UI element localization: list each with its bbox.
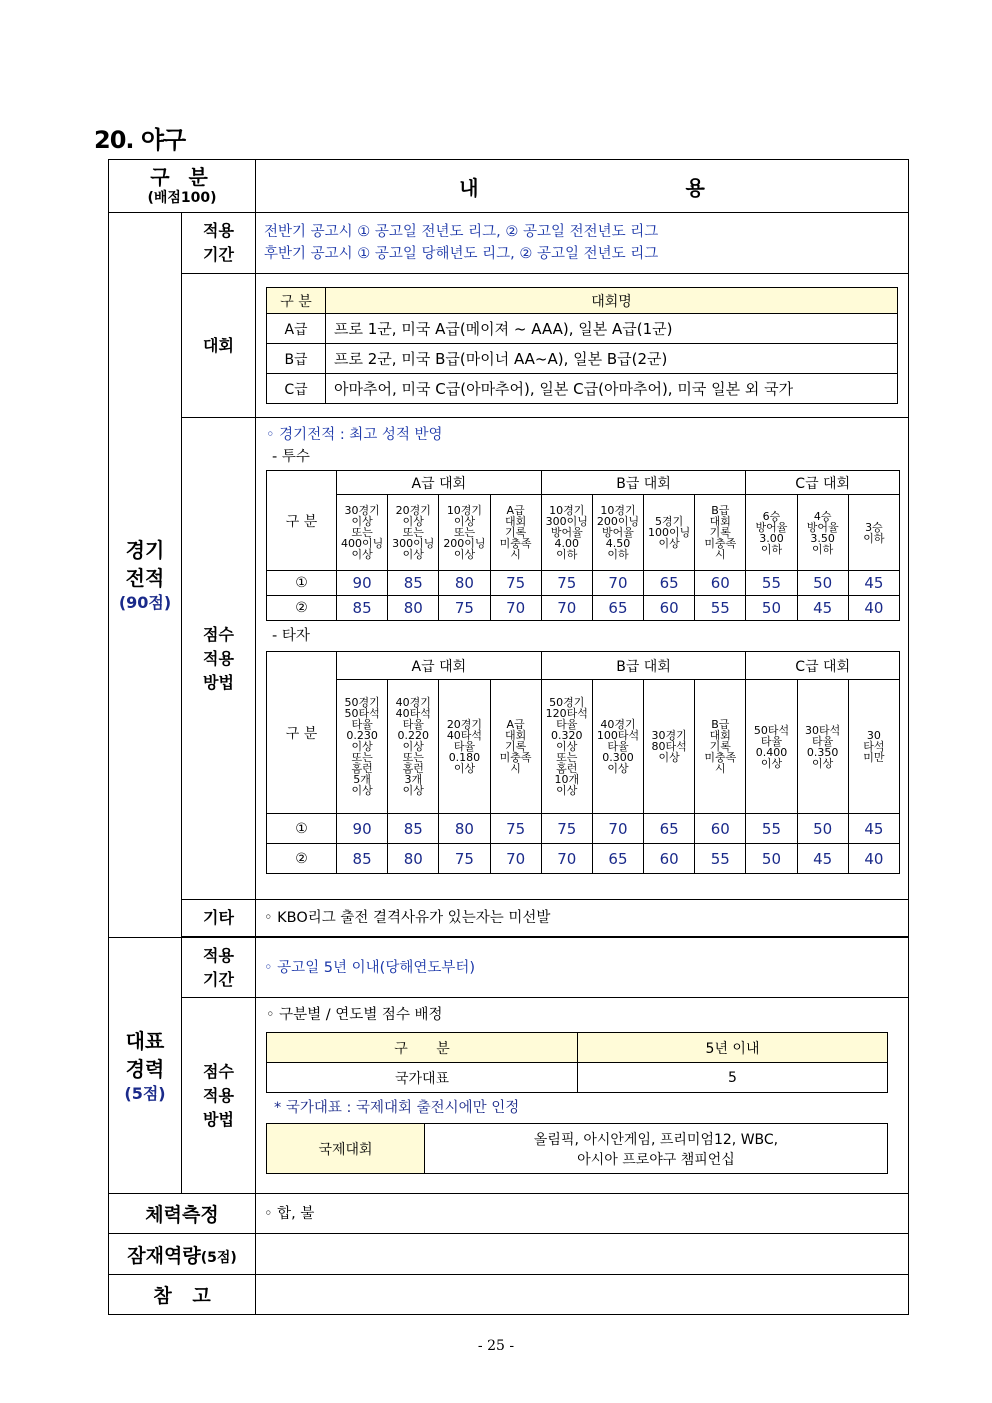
fitness-label: 체력측정: [145, 1204, 219, 1226]
batter-gubun: 구 분: [267, 652, 337, 814]
batter-score: 75: [541, 814, 592, 844]
batter-score: 80: [388, 844, 439, 874]
rep-period-content: [256, 938, 909, 998]
batter-score: 45: [848, 814, 899, 844]
pitcher-criterion: 20경기 이상 또는 300이닝 이상: [388, 495, 439, 571]
pitcher-criterion: 3승 이하: [848, 495, 899, 571]
header-content: 내 용: [459, 175, 705, 200]
tournament-name: 프로 1군, 미국 A급(메이져 ~ AAA), 일본 A급(1군): [326, 314, 898, 344]
intl-line: 올림픽, 아시안게임, 프리미엄12, WBC,: [533, 1131, 779, 1148]
pitcher-score: 45: [848, 571, 899, 596]
batter-score: 40: [848, 844, 899, 874]
rep-header-years: 5년 이내: [578, 1033, 888, 1063]
batter-score: 65: [644, 814, 695, 844]
batter-score: 90: [337, 814, 388, 844]
tournament-header-name: 대회명: [326, 288, 898, 314]
pitcher-table: [266, 470, 900, 621]
rep-method-label-cell: [182, 998, 256, 1194]
potential-points: (5점): [200, 1249, 237, 1266]
batter-criterion: 40경기 100타석 타율 0.300 이상: [592, 680, 643, 814]
pitcher-group: B급 대회: [541, 471, 746, 495]
pitcher-label: - 투수: [272, 449, 310, 465]
tournament-name: 아마추어, 미국 C급(아마추어), 일본 C급(아마추어), 미국 일본 외 국가: [326, 374, 898, 404]
etc-label: 기타: [203, 908, 234, 927]
batter-criterion: 30 타석 미만: [848, 680, 899, 814]
pitcher-score: 55: [746, 571, 797, 596]
record-period-label: 적용 기간: [203, 221, 234, 264]
section-title: 20. 야구: [94, 126, 186, 154]
batter-score: 85: [337, 844, 388, 874]
pitcher-score: 55: [695, 596, 746, 621]
pitcher-criterion: 10경기 300이닝 방어율 4.00 이하: [541, 495, 592, 571]
rep-category-cell: [109, 938, 182, 1194]
header-points: (배점100): [147, 190, 217, 206]
period-line-1: 전반기 공고시 ① 공고일 전년도 리그, ② 공고일 전전년도 리그: [264, 224, 659, 240]
record-method-label: 점수 적용 방법: [203, 624, 234, 692]
pitcher-score: 45: [797, 596, 848, 621]
pitcher-group: A급 대회: [337, 471, 542, 495]
tournament-name: 프로 2군, 미국 B급(마이너 AA~A), 일본 B급(2군): [326, 344, 898, 374]
pitcher-gubun: 구 분: [267, 471, 337, 571]
batter-score: 75: [490, 814, 541, 844]
pitcher-score: 65: [644, 571, 695, 596]
batter-criterion: B급 대회 기록 미충족 시: [695, 680, 746, 814]
page-number: - 25 -: [477, 1338, 515, 1354]
pitcher-score: 80: [388, 596, 439, 621]
pitcher-score: 75: [541, 571, 592, 596]
record-note: ◦ 경기전적 : 최고 성적 반영: [266, 427, 443, 443]
batter-score: 60: [644, 844, 695, 874]
pitcher-criterion: 5경기 100이닝 이상: [644, 495, 695, 571]
batter-criterion: 50타석 타율 0.400 이상: [746, 680, 797, 814]
batter-row-label: ②: [267, 844, 337, 874]
pitcher-criterion: B급 대회 기록 미충족 시: [695, 495, 746, 571]
pitcher-score: 50: [797, 571, 848, 596]
pitcher-score: 80: [439, 571, 490, 596]
batter-criterion: 30경기 80타석 이상: [644, 680, 695, 814]
batter-score: 50: [797, 814, 848, 844]
ref-label-cell: [109, 1275, 256, 1315]
intl-label: 국제대회: [267, 1124, 425, 1174]
header-gubun: 구 분: [150, 165, 214, 189]
batter-score: 60: [695, 814, 746, 844]
pitcher-criterion: 10경기 200이닝 방어율 4.50 이하: [592, 495, 643, 571]
pitcher-score: 65: [592, 596, 643, 621]
pitcher-score: 70: [490, 596, 541, 621]
tournament-grade: C급: [267, 374, 326, 404]
evaluation-table: [108, 159, 909, 1315]
batter-criterion: A급 대회 기록 미충족 시: [490, 680, 541, 814]
batter-score: 80: [439, 814, 490, 844]
batter-score: 55: [695, 844, 746, 874]
fitness-content: [256, 1194, 909, 1234]
pitcher-row-label: ②: [267, 596, 337, 621]
pitcher-score: 50: [746, 596, 797, 621]
batter-criterion: 30타석 타율 0.350 이상: [797, 680, 848, 814]
batter-score: 45: [797, 844, 848, 874]
pitcher-score: 70: [592, 571, 643, 596]
rep-category: 대표 경력: [125, 1028, 165, 1081]
pitcher-score: 60: [644, 596, 695, 621]
batter-row-label: ①: [267, 814, 337, 844]
period-line-2: 후반기 공고시 ① 공고일 당해년도 리그, ② 공고일 전년도 리그: [264, 246, 659, 262]
record-method-content: [256, 418, 909, 900]
etc-content: [256, 900, 909, 937]
tournament-label-cell: [182, 274, 256, 418]
intl-table: [266, 1123, 888, 1174]
batter-group: A급 대회: [337, 652, 542, 680]
pitcher-criterion: 6승 방어율 3.00 이하: [746, 495, 797, 571]
rep-national-score: 5: [578, 1063, 888, 1093]
batter-score: 70: [541, 844, 592, 874]
record-period-label-cell: [182, 213, 256, 274]
record-category: 경기 전적: [125, 538, 165, 590]
potential-content: [256, 1234, 909, 1275]
batter-group: B급 대회: [541, 652, 746, 680]
pitcher-score: 85: [337, 596, 388, 621]
potential-label: 잠재역량: [127, 1244, 201, 1267]
fitness-text: ◦ 합, 불: [264, 1205, 315, 1222]
pitcher-criterion: 10경기 이상 또는 200이닝 이상: [439, 495, 490, 571]
pitcher-criterion: A급 대회 기록 미충족 시: [490, 495, 541, 571]
batter-table: [266, 651, 900, 874]
pitcher-group: C급 대회: [746, 471, 900, 495]
tournament-grade: A급: [267, 314, 326, 344]
potential-label-cell: [109, 1234, 256, 1275]
rep-period-label-cell: [182, 938, 256, 998]
record-points: (90점): [118, 593, 172, 612]
etc-label-cell: [182, 900, 256, 937]
batter-score: 75: [439, 844, 490, 874]
pitcher-score: 70: [541, 596, 592, 621]
tournament-label: 대회: [203, 335, 234, 355]
pitcher-row-label: ①: [267, 571, 337, 596]
record-category-cell: [109, 213, 182, 938]
batter-score: 65: [592, 844, 643, 874]
etc-text: ◦ KBO리그 출전 결격사유가 있는자는 미선발: [264, 910, 551, 926]
tournament-header-gubun: 구 분: [267, 288, 326, 314]
ref-label: 참 고: [153, 1285, 211, 1307]
rep-national-team: 국가대표: [267, 1063, 578, 1093]
batter-score: 70: [490, 844, 541, 874]
pitcher-score: 40: [848, 596, 899, 621]
batter-criterion: 50경기 120타석 타율 0.320 이상 또는 홈런 10개 이상: [541, 680, 592, 814]
tournament-grade: B급: [267, 344, 326, 374]
record-method-label-cell: [182, 418, 256, 900]
header-content-cell: [256, 160, 909, 213]
rep-period-text: ◦ 공고일 5년 이내(당해연도부터): [264, 959, 476, 976]
batter-criterion: 20경기 40타석 타율 0.180 이상: [439, 680, 490, 814]
batter-label: - 타자: [272, 628, 310, 644]
pitcher-score: 60: [695, 571, 746, 596]
batter-criterion: 50경기 50타석 타율 0.230 이상 또는 홈런 5개 이상: [337, 680, 388, 814]
batter-score: 85: [388, 814, 439, 844]
rep-method-label: 점수 적용 방법: [203, 1061, 234, 1129]
pitcher-score: 75: [439, 596, 490, 621]
batter-group: C급 대회: [746, 652, 900, 680]
ref-content: [256, 1275, 909, 1315]
intl-list: [425, 1124, 888, 1174]
rep-header-gubun: 구 분: [267, 1033, 578, 1063]
rep-score-table: [266, 1032, 888, 1093]
fitness-label-cell: [109, 1194, 256, 1234]
tournament-content: [256, 274, 909, 418]
batter-criterion: 40경기 40타석 타율 0.220 이상 또는 홈런 3개 이상: [388, 680, 439, 814]
pitcher-score: 85: [388, 571, 439, 596]
rep-note: ◦ 구분별 / 연도별 점수 배정: [266, 1007, 443, 1023]
pitcher-criterion: 30경기 이상 또는 400이닝 이상: [337, 495, 388, 571]
pitcher-score: 90: [337, 571, 388, 596]
intl-line: 아시아 프로야구 챔피언십: [577, 1151, 735, 1168]
batter-score: 55: [746, 814, 797, 844]
header-gubun-cell: [109, 160, 256, 213]
pitcher-score: 75: [490, 571, 541, 596]
batter-score: 50: [746, 844, 797, 874]
rep-star-note: * 국가대표 : 국제대회 출전시에만 인정: [274, 1100, 520, 1116]
pitcher-criterion: 4승 방어율 3.50 이하: [797, 495, 848, 571]
tournament-table: [266, 287, 898, 404]
record-period-content: [256, 213, 909, 274]
rep-period-label: 적용 기간: [203, 945, 234, 989]
rep-method-content: [256, 998, 909, 1194]
rep-points: (5점): [124, 1083, 166, 1103]
batter-score: 70: [592, 814, 643, 844]
